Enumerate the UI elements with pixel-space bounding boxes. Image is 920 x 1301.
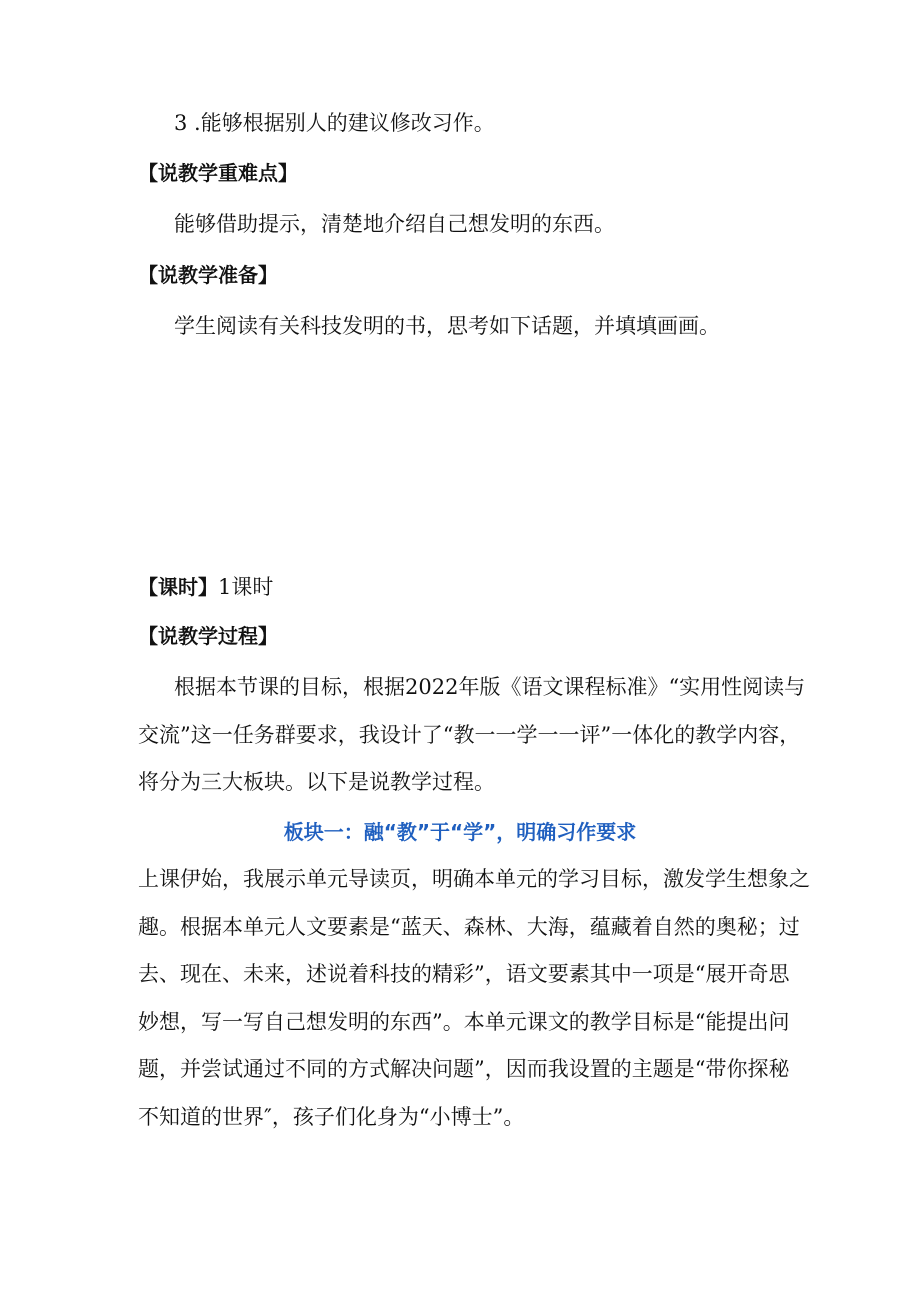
class-hours-value: 1课时 (218, 575, 274, 599)
process-line-1: 根据本节课的目标，根据2022年版《语文课程标准》“实用性阅读与 (174, 675, 806, 699)
block-one-line-6: 不知道的世界″，孩子们化身为“小博士”。 (138, 1105, 525, 1129)
block-one-line-3: 去、现在、未来，述说着科技的精彩”，语文要素其中一项是“展开奇思 (138, 962, 790, 986)
process-line-3: 将分为三大板块。以下是说教学过程。 (138, 770, 495, 794)
process-heading: 【说教学过程】 (138, 624, 278, 648)
preparation-text: 学生阅读有关科技发明的书，思考如下话题，并填填画画。 (174, 314, 720, 338)
block-one-line-5: 题，并尝试通过不同的方式解决问题”，因而我设置的主题是“带你探秘 (138, 1057, 790, 1081)
block-one-line-2: 趣。根据本单元人文要素是“蓝天、森林、大海，蕴藏着自然的奥秘；过 (138, 915, 800, 939)
key-points-heading: 【说教学重难点】 (138, 161, 298, 185)
key-points-text: 能够借助提示，清楚地介绍自己想发明的东西。 (174, 212, 615, 236)
process-line-2: 交流”这一任务群要求，我设计了“教一一学一一评”一体化的教学内容， (138, 723, 801, 747)
block-one-title: 板块一：融“教”于“学”，明确习作要求 (283, 820, 637, 844)
class-hours (138, 572, 273, 602)
block-one-line-1: 上课伊始，我展示单元导读页，明确本单元的学习目标，激发学生想象之 (138, 867, 810, 891)
preparation-heading: 【说教学准备】 (138, 263, 278, 287)
objective-3: 3 .能够根据别人的建议修改习作。 (174, 111, 495, 135)
block-one-line-4: 妙想，写一写自己想发明的东西”。本单元课文的教学目标是“能提出问 (138, 1010, 790, 1034)
class-hours-heading: 【课时】 (138, 575, 218, 599)
